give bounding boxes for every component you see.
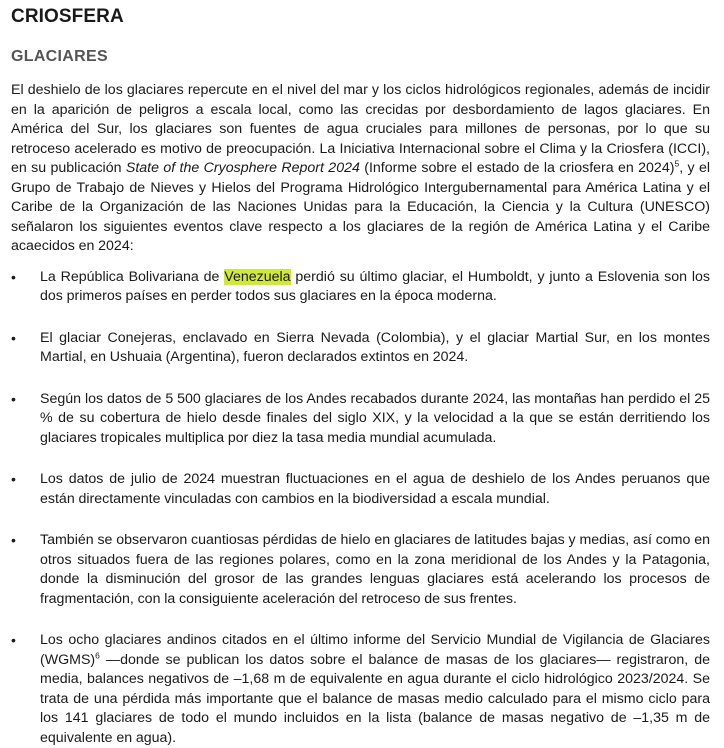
bullet-text: Los datos de julio de 2024 muestran fluctuaciones en el agua de deshielo de los Andes peruanos que están directamente vinculadas con cambios en la biodiversidad a escala mundial. bbox=[40, 471, 710, 507]
intro-paragraph bbox=[11, 81, 710, 257]
report-title: State of the Cryosphere Report 2024 bbox=[126, 160, 360, 176]
bullet-text: Según los datos de 5 500 glaciares de los Andes recabados durante 2024, las montañas han perdido el 25 % de su cobertura de hielo desde finales del siglo XIX, y la velocidad a la que se están derritiendo los glaciares tropicales multiplica por diez la tasa media mundial acumulada. bbox=[40, 391, 710, 446]
bullet-icon: • bbox=[11, 390, 16, 410]
highlighted-term: Venezuela bbox=[224, 269, 290, 285]
bullet-text: También se observaron cuantiosas pérdidas de hielo en glaciares de latitudes bajas y medias, así como en otros situados fuera de las regiones polares, como en la zona meridional de los Andes y la Patagonia, donde la disminución del grosor de las grandes lenguas glaciares está acelerando los procesos de fragmentación, con la consiguiente aceleración del retroceso de sus frentes. bbox=[40, 532, 710, 607]
footnote-ref-5[interactable]: 5 bbox=[674, 158, 679, 168]
bullet-text: perdió su último glaciar, el Humboldt, y junto a Eslovenia son los dos primeros países en perder todos sus glaciares en la época moderna. bbox=[40, 269, 710, 305]
intro-text-3: , y el Grupo de Trabajo de Nieves y Hielos del Programa Hidrológico Intergubernamental para América Latina y el Caribe de la Organización de las Naciones Unidas para la Educación, la Ciencia y la Cultura (UNESCO) señalaron los siguientes eventos clave respecto a los glaciares de la región de América Latina y el Caribe acaecidos en 2024: bbox=[11, 160, 710, 254]
bullet-icon: • bbox=[11, 631, 16, 651]
intro-text-1: El deshielo de los glaciares repercute en el nivel del mar y los ciclos hidrológicos regionales, además de incidir en la aparición de peligros a escala local, como las crecidas por desbordamiento de lagos glaciares. En América del Sur, los glaciares son fuentes de agua cruciales para millones de personas, por lo que su retroceso acelerado es motivo de preocupación. La Iniciativa Internacional sobre el Clima y la Criosfera (ICCI), en su publicación bbox=[11, 82, 710, 176]
bullet-icon: • bbox=[11, 329, 16, 349]
bullet-icon: • bbox=[11, 470, 16, 490]
bullet-icon: • bbox=[11, 531, 16, 551]
subsection-title: GLACIARES bbox=[11, 47, 710, 67]
bullet-text: Los ocho glaciares andinos citados en el último informe del Servicio Mundial de Vigilancia de Glaciares (WGMS) bbox=[40, 632, 710, 668]
footnote-ref-6[interactable]: 6 bbox=[95, 650, 100, 660]
list-item bbox=[11, 531, 710, 609]
list-item bbox=[11, 268, 710, 307]
intro-text-2: (Informe sobre el estado de la criosfera en 2024) bbox=[360, 160, 675, 176]
list-item bbox=[11, 631, 710, 748]
bullet-icon: • bbox=[11, 268, 16, 288]
bullet-text: —donde se publican los datos sobre el balance de masas de los glaciares— registraron, de media, balances negativos de –1,68 m de equivalente en agua durante el ciclo hidrológico 2023/2024. Se trata de una pérdida más importante que el balance de masas medio calculado para el mismo ciclo para los 141 glaciares de todo el mundo incluidos en la lista (balance de masas negativo de –1,35 m de equivalente en agua). bbox=[40, 652, 710, 746]
list-item bbox=[11, 470, 710, 509]
list-item bbox=[11, 329, 710, 368]
section-title: CRIOSFERA bbox=[11, 6, 710, 28]
bullet-text: El glaciar Conejeras, enclavado en Sierra Nevada (Colombia), y el glaciar Martial Sur, en los montes Martial, en Ushuaia (Argentina), fueron declarados extintos en 2024. bbox=[40, 330, 710, 366]
list-item bbox=[11, 390, 710, 449]
bullet-text: La República Bolivariana de bbox=[40, 269, 224, 285]
glacier-events-list bbox=[11, 268, 710, 748]
